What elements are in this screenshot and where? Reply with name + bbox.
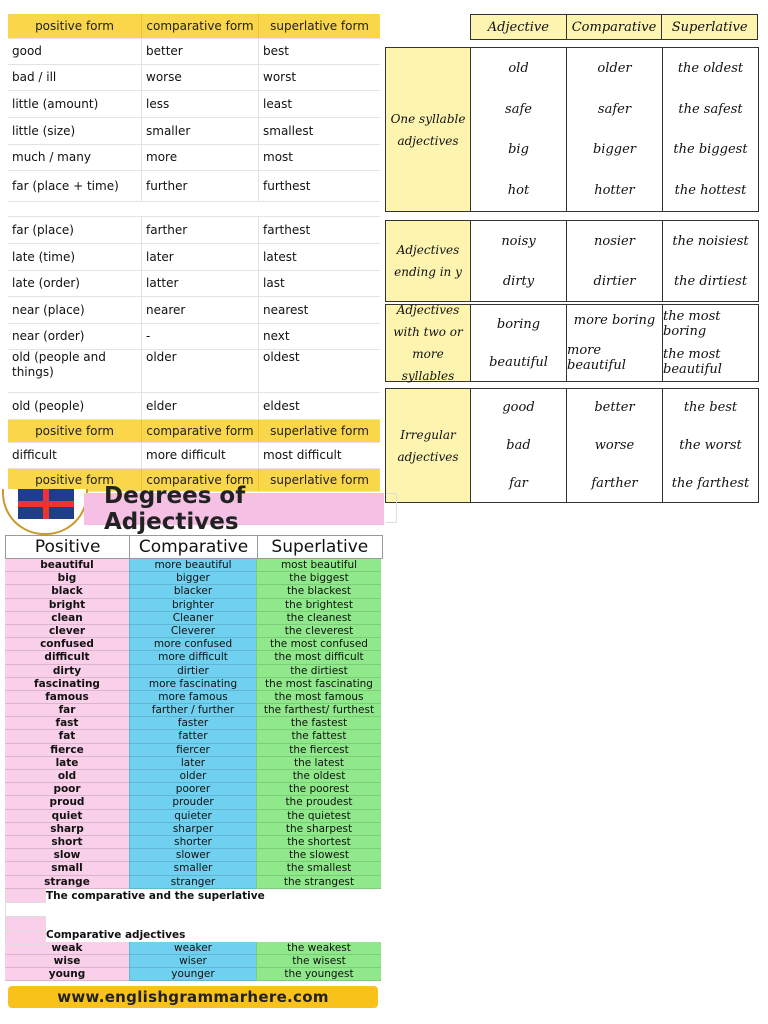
table-row (8, 324, 380, 350)
word-adjective: good (502, 400, 535, 416)
cell-comparative: wiser (129, 955, 256, 968)
cell-superlative: the oldest (256, 770, 381, 783)
cell-positive: beautiful (5, 559, 129, 572)
group-adjective-column (471, 221, 566, 301)
cell-positive: late (time) (12, 249, 76, 264)
word-superlative: the most boring (663, 309, 721, 339)
cell-comparative: further (141, 171, 258, 201)
irregular-forms-table (8, 14, 380, 492)
cell-positive: fat (5, 730, 129, 743)
cell-comparative: brighter (129, 599, 256, 612)
word-superlative: the biggest (673, 142, 748, 158)
word-superlative: the dirtiest (673, 273, 748, 289)
cell-superlative: the brightest (256, 599, 381, 612)
cell-superlative: the biggest (256, 572, 381, 585)
word-superlative: the worst (679, 437, 742, 453)
cell-positive: famous (5, 691, 129, 704)
note-comparative-adjectives: Comparative adjectives (46, 928, 186, 941)
table-row (5, 730, 383, 743)
group-comparative-column (566, 48, 662, 211)
cell-positive: clever (5, 625, 129, 638)
table-row (5, 810, 383, 823)
title-banner (0, 483, 400, 537)
cell-comparative: dirtier (129, 665, 256, 678)
cell-comparative: stranger (129, 876, 256, 889)
cell-positive: slow (5, 849, 129, 862)
cell-positive: weak (5, 942, 129, 955)
word-adjective: beautiful (489, 354, 548, 370)
cell-superlative: the shortest (256, 836, 381, 849)
table-row (8, 91, 380, 118)
cell-comparative: smaller (129, 862, 256, 875)
table-row (5, 783, 383, 796)
group-comparative-column (566, 389, 662, 502)
cell-comparative: elder (141, 393, 258, 419)
cell-positive: far (place + time) (12, 178, 119, 193)
cell-positive: quiet (5, 810, 129, 823)
cell-superlative: most beautiful (256, 559, 381, 572)
word-comparative: nosier (594, 233, 635, 249)
cell-comparative: slower (129, 849, 256, 862)
word-adjective: big (508, 142, 529, 158)
table-row (8, 118, 380, 145)
cell-positive: dirty (5, 665, 129, 678)
word-comparative: dirtier (593, 273, 636, 289)
cell-comparative: farther (141, 217, 258, 243)
cell-comparative: smaller (141, 118, 258, 144)
cell-comparative: more difficult (141, 443, 258, 468)
cell-superlative: oldest (258, 350, 380, 392)
header-positive: Positive (34, 537, 101, 557)
cell-comparative: more (141, 145, 258, 170)
title-bar (84, 483, 384, 535)
group-superlative-column (662, 221, 758, 301)
table-row (8, 65, 380, 91)
cell-superlative: furthest (258, 171, 380, 201)
cell-positive: difficult (12, 448, 57, 462)
cell-positive: poor (5, 783, 129, 796)
cell-superlative: most (258, 145, 380, 170)
cell-comparative: fatter (129, 730, 256, 743)
table-row (8, 217, 380, 244)
cell-positive: far (place) (12, 222, 74, 237)
header-comparative: Comparative (566, 15, 662, 39)
header2-positive: positive form (35, 423, 114, 438)
cell-comparative: blacker (129, 585, 256, 598)
group-superlative-column (662, 389, 758, 502)
table-row (5, 968, 383, 981)
cell-superlative: the dirtiest (256, 665, 381, 678)
cell-comparative: latter (141, 271, 258, 296)
cell-positive: little (amount) (12, 96, 99, 111)
uk-flag-logo-icon (2, 489, 88, 535)
cell-positive: near (order) (12, 329, 85, 343)
table-a-header (8, 14, 380, 39)
cell-superlative: the wisest (256, 955, 381, 968)
cell-comparative: Cleaner (129, 612, 256, 625)
cell-superlative: least (258, 91, 380, 117)
header-superlative: Superlative (257, 536, 382, 558)
cell-positive: bright (5, 599, 129, 612)
group-superlative-column (662, 305, 758, 381)
table-row (5, 796, 383, 809)
cell-superlative: the most famous (256, 691, 381, 704)
table-b-header (470, 14, 758, 40)
cell-comparative: more confused (129, 638, 256, 651)
table-row (5, 665, 383, 678)
table-row (8, 39, 380, 65)
cell-superlative: the most difficult (256, 651, 381, 664)
header3-comparative: comparative form (141, 469, 258, 491)
cell-superlative: the strangest (256, 876, 381, 889)
table-row (8, 350, 380, 393)
word-superlative: the best (683, 400, 738, 416)
header-superlative: superlative form (258, 14, 380, 38)
table-row (5, 770, 383, 783)
table-row (8, 244, 380, 271)
table-row (5, 599, 383, 612)
word-comparative: older (597, 60, 632, 76)
cell-positive: proud (5, 796, 129, 809)
cell-comparative: nearer (141, 297, 258, 323)
cell-superlative: the quietest (256, 810, 381, 823)
header3-positive: positive form (35, 472, 114, 487)
cell-superlative: farthest (258, 217, 380, 243)
cell-superlative: last (258, 271, 380, 296)
cell-comparative: farther / further (129, 704, 256, 717)
cell-positive: black (5, 585, 129, 598)
cell-comparative: older (129, 770, 256, 783)
cell-superlative: smallest (258, 118, 380, 144)
cell-comparative: - (141, 324, 258, 349)
word-comparative: hotter (594, 183, 635, 199)
cell-comparative: fiercer (129, 744, 256, 757)
cell-comparative: poorer (129, 783, 256, 796)
word-comparative: safer (597, 101, 632, 117)
table-c-header (5, 535, 383, 559)
table-row (5, 757, 383, 770)
table-a-header-2 (8, 420, 380, 443)
table-row (5, 717, 383, 730)
cell-positive: young (5, 968, 129, 981)
cell-positive: small (5, 862, 129, 875)
cell-superlative: the most confused (256, 638, 381, 651)
cell-superlative: the cleverest (256, 625, 381, 638)
cell-positive: little (size) (12, 123, 76, 138)
cell-comparative: bigger (129, 572, 256, 585)
cell-positive: clean (5, 612, 129, 625)
cell-comparative: more difficult (129, 651, 256, 664)
cell-positive: old (people and things) (12, 350, 106, 379)
word-superlative: the farthest (671, 475, 750, 491)
cell-positive: old (people) (12, 398, 85, 413)
cell-positive: strange (5, 876, 129, 889)
header-superlative: Superlative (661, 15, 757, 39)
page-title: Degrees of Adjectives (104, 483, 246, 535)
cell-superlative: the most fascinating (256, 678, 381, 691)
header-comparative: Comparative (129, 536, 256, 558)
table-row (5, 559, 383, 572)
word-comparative: more beautiful (567, 343, 626, 374)
cell-superlative: best (258, 39, 380, 64)
table-row (5, 612, 383, 625)
word-superlative: the noisiest (672, 233, 749, 249)
cell-superlative: the weakest (256, 942, 381, 955)
cell-positive: sharp (5, 823, 129, 836)
table-row (5, 876, 383, 889)
cell-positive: fast (5, 717, 129, 730)
word-adjective: old (508, 60, 529, 76)
table-row (8, 393, 380, 420)
cell-positive: difficult (5, 651, 129, 664)
cell-comparative: later (129, 757, 256, 770)
cell-comparative: more beautiful (129, 559, 256, 572)
cell-comparative: faster (129, 717, 256, 730)
cell-comparative: prouder (129, 796, 256, 809)
word-superlative: the most beautiful (663, 347, 722, 377)
table-row (5, 955, 383, 968)
table-row (5, 704, 383, 717)
header-positive: positive form (35, 18, 114, 33)
table-row (5, 744, 383, 757)
cell-comparative: weaker (129, 942, 256, 955)
word-comparative: bigger (592, 142, 637, 158)
cell-positive: far (5, 704, 129, 717)
cell-superlative: the smallest (256, 862, 381, 875)
note-comparative-superlative: The comparative and the superlative (46, 889, 265, 902)
cell-comparative: quieter (129, 810, 256, 823)
cell-superlative: the fastest (256, 717, 381, 730)
cell-comparative: worse (141, 65, 258, 90)
website-footer (8, 986, 378, 1008)
cell-positive: near (place) (12, 302, 85, 317)
header3-superlative: superlative form (258, 469, 380, 491)
table-row (5, 849, 383, 862)
cell-superlative: the slowest (256, 849, 381, 862)
title-bar-edge (386, 493, 397, 523)
cell-positive: wise (5, 955, 129, 968)
group-label: Irregular adjectives (386, 389, 471, 502)
cell-superlative: the proudest (256, 796, 381, 809)
cell-superlative: nearest (258, 297, 380, 323)
cell-comparative: better (141, 39, 258, 64)
group-adjective-column (471, 389, 566, 502)
word-superlative: the hottest (674, 183, 747, 199)
cell-comparative: sharper (129, 823, 256, 836)
adjective-group (385, 388, 759, 503)
cell-superlative: the latest (256, 757, 381, 770)
word-comparative: farther (591, 475, 638, 491)
adjective-group (385, 220, 759, 302)
cell-superlative: the cleanest (256, 612, 381, 625)
cell-comparative: more fascinating (129, 678, 256, 691)
group-adjective-column (471, 48, 566, 211)
cell-superlative: next (258, 324, 380, 349)
table-row (5, 651, 383, 664)
group-label: Adjectives ending in y (386, 221, 471, 301)
website-url: www.englishgrammarhere.com (57, 988, 329, 1006)
cell-superlative: the fiercest (256, 744, 381, 757)
cell-superlative: the fattest (256, 730, 381, 743)
cell-comparative: shorter (129, 836, 256, 849)
word-comparative: more boring (573, 312, 656, 328)
word-adjective: far (509, 475, 528, 491)
header-comparative: comparative form (141, 14, 258, 38)
row-spacer (8, 202, 380, 217)
cell-positive: fascinating (5, 678, 129, 691)
word-adjective: hot (507, 183, 530, 199)
cell-superlative: the farthest/ furthest (256, 704, 381, 717)
word-adjective: noisy (501, 233, 536, 249)
table-row (5, 862, 383, 875)
notes-overlay (5, 889, 383, 942)
word-superlative: the safest (678, 101, 743, 117)
cell-positive: old (5, 770, 129, 783)
cell-comparative: older (141, 350, 258, 392)
group-comparative-column (566, 221, 662, 301)
table-row (5, 823, 383, 836)
table-row (8, 271, 380, 297)
cell-superlative: the sharpest (256, 823, 381, 836)
table-row (8, 297, 380, 324)
cell-positive: fierce (5, 744, 129, 757)
group-label: One syllable adjectives (386, 48, 471, 211)
word-comparative: better (594, 400, 635, 416)
cell-superlative: most difficult (258, 443, 380, 468)
table-row (5, 836, 383, 849)
cell-positive: short (5, 836, 129, 849)
adjective-group (385, 304, 759, 382)
cell-superlative: eldest (258, 393, 380, 419)
word-adjective: safe (505, 101, 532, 117)
cell-comparative: less (141, 91, 258, 117)
cell-positive: much / many (12, 150, 91, 164)
group-adjective-column (471, 305, 566, 381)
cell-positive: bad / ill (12, 70, 57, 84)
cell-positive: late (5, 757, 129, 770)
adjective-group (385, 47, 759, 212)
table-row (8, 145, 380, 171)
table-row (5, 625, 383, 638)
table-row (5, 691, 383, 704)
header2-superlative: superlative form (258, 420, 380, 442)
group-comparative-column (566, 305, 662, 381)
cell-positive: big (5, 572, 129, 585)
table-row (8, 171, 380, 202)
cell-comparative: younger (129, 968, 256, 981)
word-adjective: boring (496, 316, 541, 332)
word-comparative: worse (594, 437, 635, 453)
word-adjective: bad (506, 437, 531, 453)
cell-superlative: the poorest (256, 783, 381, 796)
cell-comparative: more famous (129, 691, 256, 704)
table-row (5, 572, 383, 585)
table-row (5, 942, 383, 955)
cell-comparative: Cleverer (129, 625, 256, 638)
word-superlative: the oldest (677, 60, 744, 76)
cell-superlative: the youngest (256, 968, 381, 981)
cell-superlative: worst (258, 65, 380, 90)
degrees-of-adjectives-table (5, 535, 383, 981)
cell-superlative: the blackest (256, 585, 381, 598)
word-adjective: dirty (502, 273, 535, 289)
table-row (5, 638, 383, 651)
header2-comparative: comparative form (141, 420, 258, 442)
cell-comparative: later (141, 244, 258, 270)
cell-positive: late (order) (12, 276, 80, 290)
group-superlative-column (662, 48, 758, 211)
cell-positive: good (12, 44, 42, 58)
cell-superlative: latest (258, 244, 380, 270)
cell-positive: confused (5, 638, 129, 651)
table-row (5, 678, 383, 691)
table-row (8, 443, 380, 469)
group-label: Adjectives with two or more syllables (386, 305, 471, 381)
header-adjective: Adjective (487, 19, 549, 35)
table-row (5, 585, 383, 598)
